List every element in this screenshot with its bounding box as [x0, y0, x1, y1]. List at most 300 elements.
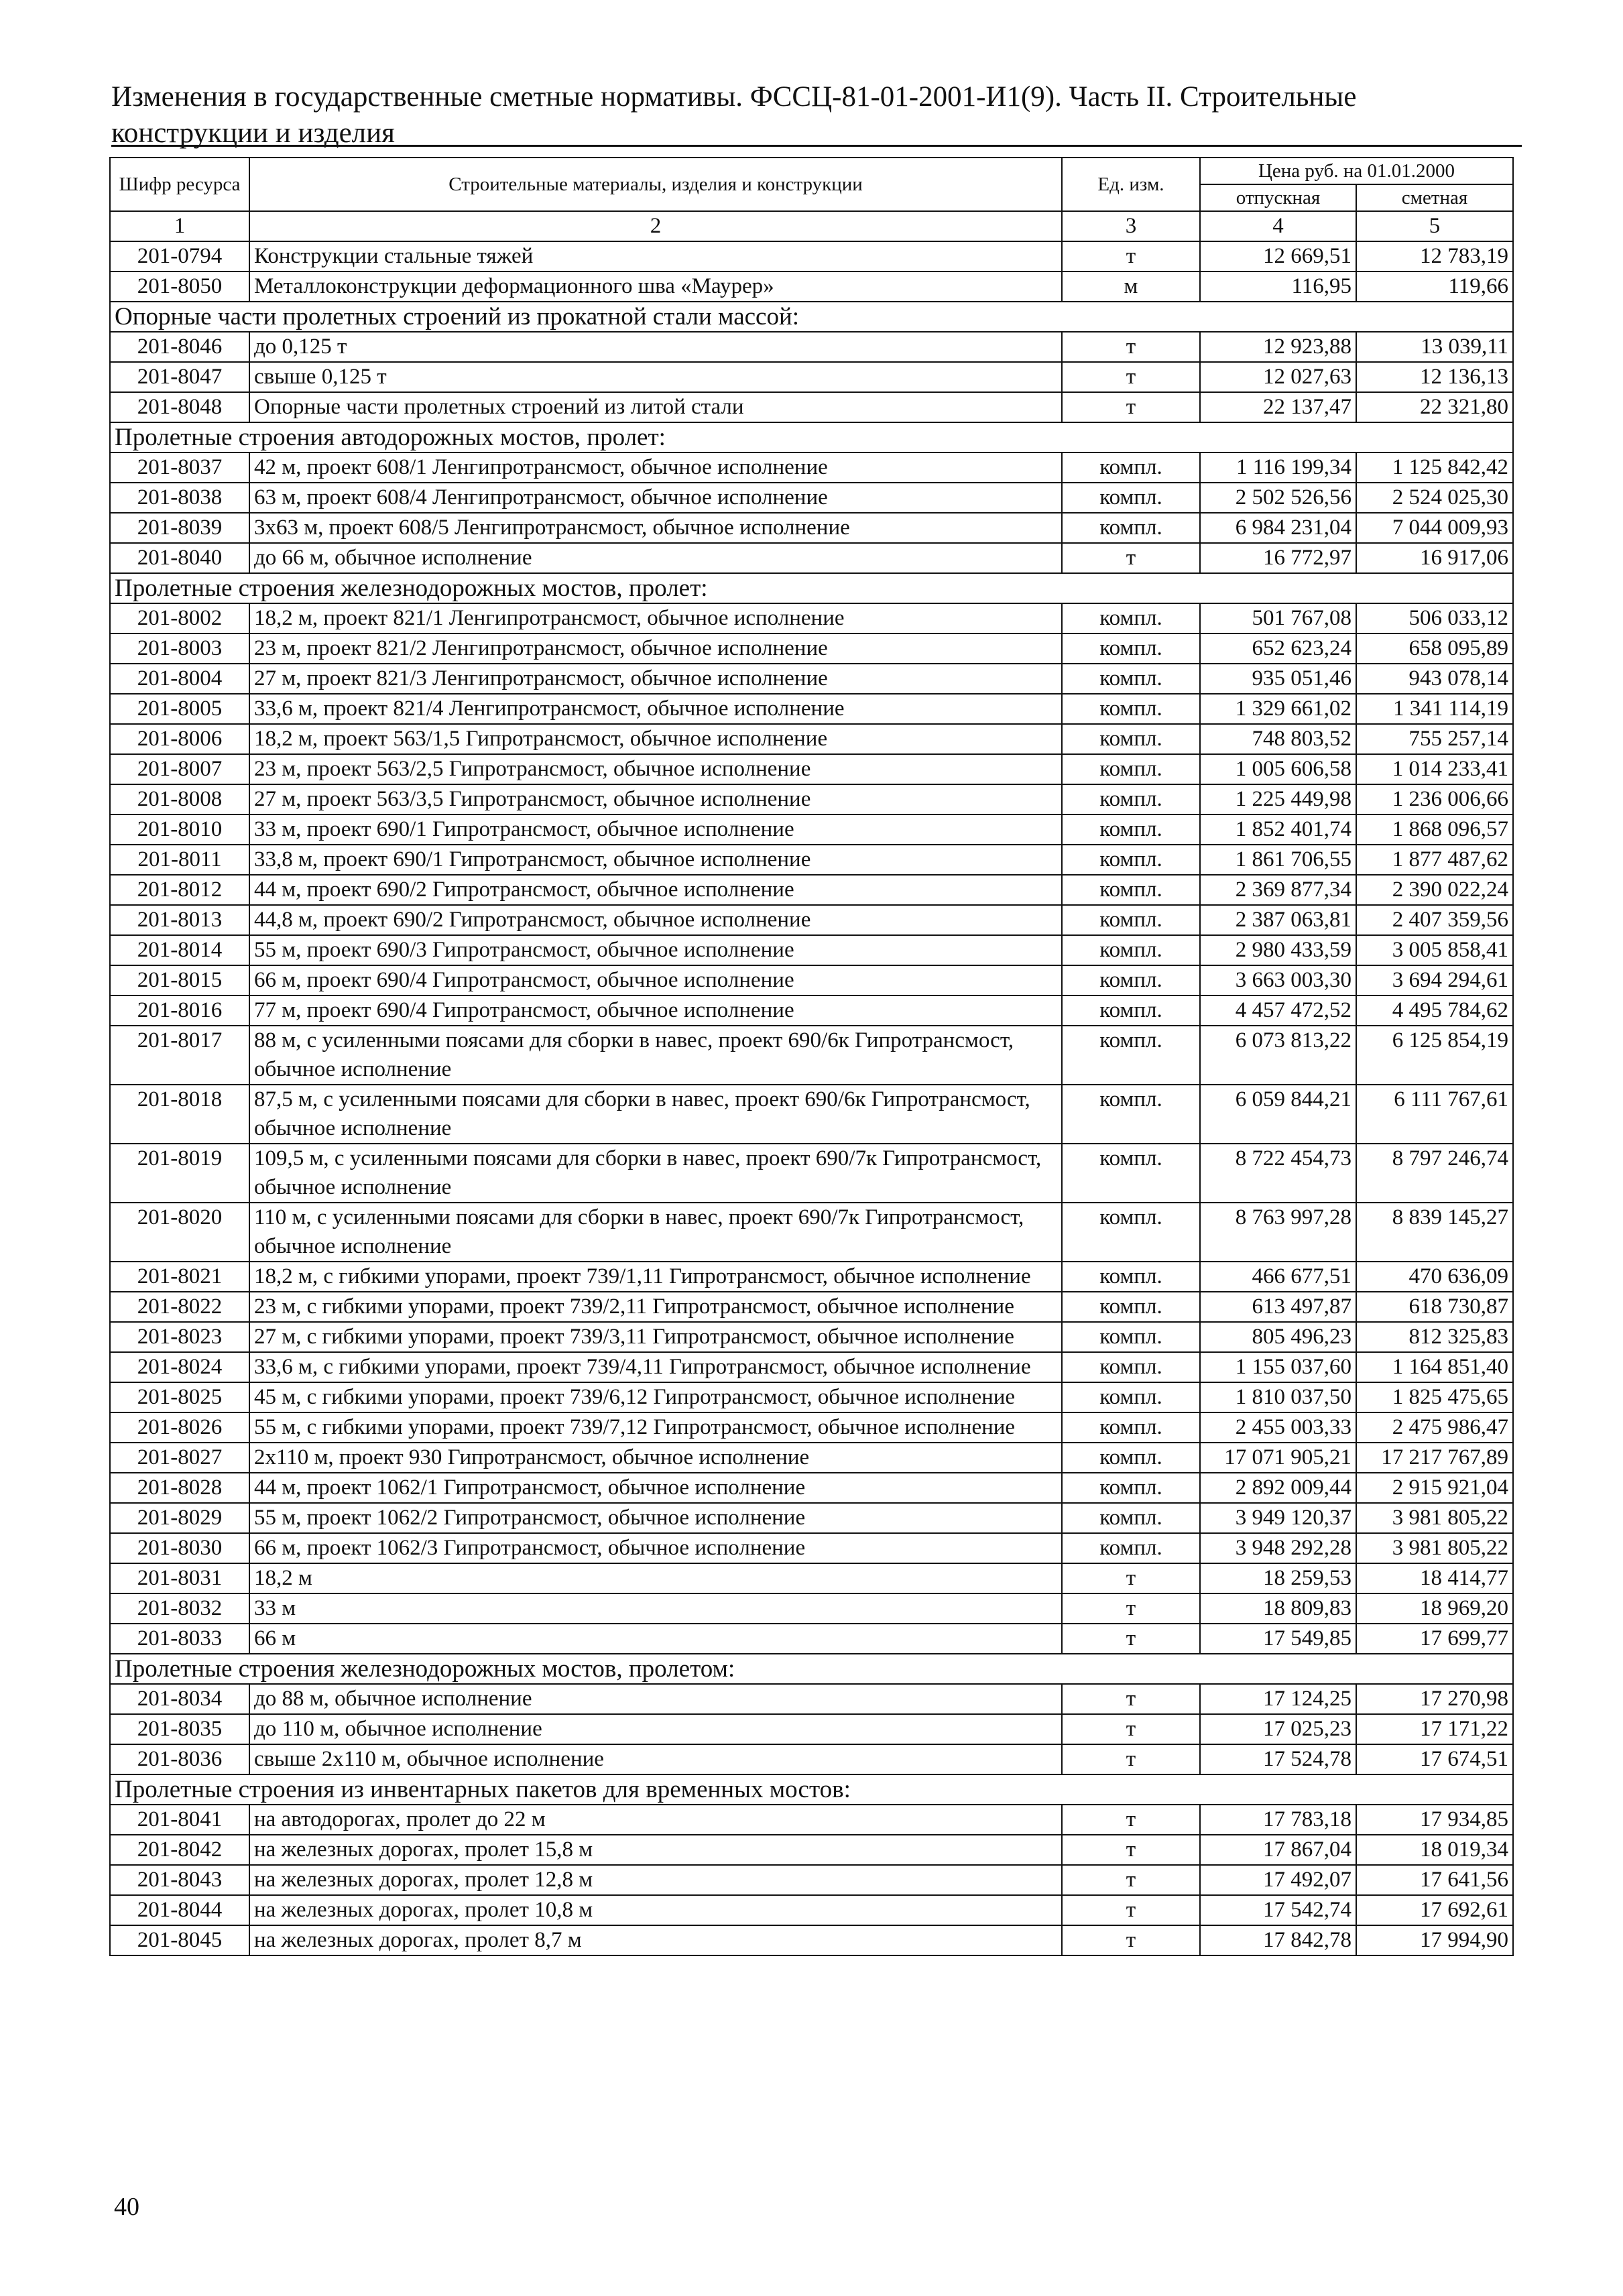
unit-of-measure: т	[1062, 1714, 1200, 1744]
unit-of-measure: компл.	[1062, 513, 1200, 543]
resource-code: 201-8039	[110, 513, 249, 543]
item-name: 33,6 м, проект 821/4 Ленгипротрансмост, обычное исполнение	[249, 694, 1062, 724]
item-name: 27 м, с гибкими упорами, проект 739/3,11 Гипротрансмост, обычное исполнение	[249, 1322, 1062, 1352]
resource-code: 201-8013	[110, 905, 249, 935]
price-estimate: 16 917,06	[1356, 543, 1513, 573]
table-row	[110, 1473, 1513, 1503]
price-release: 3 663 003,30	[1200, 965, 1356, 995]
item-name: 23 м, проект 821/2 Ленгипротрансмост, обычное исполнение	[249, 633, 1062, 664]
section-heading: Пролетные строения из инвентарных пакетов для временных мостов:	[110, 1774, 1513, 1805]
price-release: 17 542,74	[1200, 1895, 1356, 1925]
resource-code: 201-8035	[110, 1714, 249, 1744]
table-row	[110, 875, 1513, 905]
price-release: 12 669,51	[1200, 241, 1356, 271]
price-estimate: 1 236 006,66	[1356, 784, 1513, 814]
header-code: Шифр ресурса	[110, 158, 249, 211]
header-price-group: Цена руб. на 01.01.2000	[1200, 158, 1513, 184]
table-row	[110, 754, 1513, 784]
table-row	[110, 814, 1513, 845]
unit-of-measure: компл.	[1062, 452, 1200, 483]
resource-code: 201-8017	[110, 1026, 249, 1085]
resource-code: 201-8042	[110, 1835, 249, 1865]
page-header-title: Изменения в государственные сметные нормативы. ФССЦ-81-01-2001-И1(9). Часть II. Строительные конструкции и изделия	[111, 81, 1357, 149]
unit-of-measure: т	[1062, 543, 1200, 573]
unit-of-measure: компл.	[1062, 935, 1200, 965]
unit-of-measure: т	[1062, 1805, 1200, 1835]
item-name: 27 м, проект 821/3 Ленгипротрансмост, обычное исполнение	[249, 664, 1062, 694]
unit-of-measure: компл.	[1062, 633, 1200, 664]
price-release: 2 369 877,34	[1200, 875, 1356, 905]
item-name: Конструкции стальные тяжей	[249, 241, 1062, 271]
item-name: 18,2 м, с гибкими упорами, проект 739/1,11 Гипротрансмост, обычное исполнение	[249, 1262, 1062, 1292]
price-estimate: 470 636,09	[1356, 1262, 1513, 1292]
table-body	[110, 241, 1513, 1955]
resource-code: 201-8037	[110, 452, 249, 483]
unit-of-measure: т	[1062, 1925, 1200, 1955]
unit-of-measure: компл.	[1062, 724, 1200, 754]
price-release: 18 809,83	[1200, 1593, 1356, 1624]
unit-of-measure: т	[1062, 1684, 1200, 1714]
unit-of-measure: т	[1062, 1593, 1200, 1624]
unit-of-measure: компл.	[1062, 875, 1200, 905]
table-row	[110, 1805, 1513, 1835]
resource-code: 201-0794	[110, 241, 249, 271]
header-rule	[111, 145, 1522, 147]
table-row	[110, 1382, 1513, 1412]
unit-of-measure: компл.	[1062, 1144, 1200, 1203]
unit-of-measure: т	[1062, 1563, 1200, 1593]
column-number: 4	[1200, 211, 1356, 241]
section-heading-row	[110, 422, 1513, 452]
column-number: 1	[110, 211, 249, 241]
item-name: на железных дорогах, пролет 10,8 м	[249, 1895, 1062, 1925]
unit-of-measure: компл.	[1062, 483, 1200, 513]
table-row	[110, 905, 1513, 935]
price-estimate: 943 078,14	[1356, 664, 1513, 694]
price-release: 2 455 003,33	[1200, 1412, 1356, 1443]
table-row	[110, 1322, 1513, 1352]
price-release: 8 763 997,28	[1200, 1203, 1356, 1262]
price-release: 1 861 706,55	[1200, 845, 1356, 875]
price-release: 3 949 120,37	[1200, 1503, 1356, 1533]
table-row	[110, 1144, 1513, 1203]
table-row	[110, 1292, 1513, 1322]
page-number: 40	[114, 2193, 139, 2221]
price-release: 2 892 009,44	[1200, 1473, 1356, 1503]
item-name: 66 м, проект 690/4 Гипротрансмост, обычное исполнение	[249, 965, 1062, 995]
price-estimate: 17 171,22	[1356, 1714, 1513, 1744]
table-row	[110, 362, 1513, 392]
unit-of-measure: компл.	[1062, 664, 1200, 694]
price-estimate: 812 325,83	[1356, 1322, 1513, 1352]
item-name: 44 м, проект 690/2 Гипротрансмост, обычное исполнение	[249, 875, 1062, 905]
price-estimate: 2 524 025,30	[1356, 483, 1513, 513]
price-release: 2 387 063,81	[1200, 905, 1356, 935]
unit-of-measure: компл.	[1062, 754, 1200, 784]
resource-code: 201-8046	[110, 332, 249, 362]
price-estimate: 17 699,77	[1356, 1624, 1513, 1654]
item-name: 87,5 м, с усиленными поясами для сборки в навес, проект 690/6к Гипротрансмост, обычное исполнение	[249, 1085, 1062, 1144]
price-release: 613 497,87	[1200, 1292, 1356, 1322]
price-release: 17 071 905,21	[1200, 1443, 1356, 1473]
unit-of-measure: компл.	[1062, 1533, 1200, 1563]
unit-of-measure: компл.	[1062, 784, 1200, 814]
price-estimate: 3 694 294,61	[1356, 965, 1513, 995]
price-estimate: 1 868 096,57	[1356, 814, 1513, 845]
item-name: на железных дорогах, пролет 8,7 м	[249, 1925, 1062, 1955]
price-estimate: 3 005 858,41	[1356, 935, 1513, 965]
resource-code: 201-8043	[110, 1865, 249, 1895]
section-heading: Пролетные строения железнодорожных мостов, пролетом:	[110, 1654, 1513, 1684]
table-row	[110, 935, 1513, 965]
unit-of-measure: компл.	[1062, 694, 1200, 724]
resource-code: 201-8027	[110, 1443, 249, 1473]
item-name: 18,2 м, проект 563/1,5 Гипротрансмост, обычное исполнение	[249, 724, 1062, 754]
section-heading: Пролетные строения железнодорожных мостов, пролет:	[110, 573, 1513, 603]
unit-of-measure: т	[1062, 362, 1200, 392]
resource-code: 201-8010	[110, 814, 249, 845]
price-estimate: 17 641,56	[1356, 1865, 1513, 1895]
resource-code: 201-8002	[110, 603, 249, 633]
price-estimate: 2 407 359,56	[1356, 905, 1513, 935]
price-estimate: 1 164 851,40	[1356, 1352, 1513, 1382]
resource-code: 201-8050	[110, 271, 249, 302]
resource-code: 201-8047	[110, 362, 249, 392]
item-name: 55 м, с гибкими упорами, проект 739/7,12 Гипротрансмост, обычное исполнение	[249, 1412, 1062, 1443]
column-number: 5	[1356, 211, 1513, 241]
price-estimate: 6 111 767,61	[1356, 1085, 1513, 1144]
unit-of-measure: компл.	[1062, 1443, 1200, 1473]
resource-code: 201-8044	[110, 1895, 249, 1925]
price-estimate: 8 839 145,27	[1356, 1203, 1513, 1262]
resource-code: 201-8018	[110, 1085, 249, 1144]
unit-of-measure: т	[1062, 1865, 1200, 1895]
unit-of-measure: компл.	[1062, 1473, 1200, 1503]
unit-of-measure: компл.	[1062, 1503, 1200, 1533]
unit-of-measure: компл.	[1062, 965, 1200, 995]
table-row	[110, 633, 1513, 664]
table-row	[110, 1895, 1513, 1925]
item-name: 44 м, проект 1062/1 Гипротрансмост, обычное исполнение	[249, 1473, 1062, 1503]
price-release: 17 549,85	[1200, 1624, 1356, 1654]
item-name: 33,8 м, проект 690/1 Гипротрансмост, обычное исполнение	[249, 845, 1062, 875]
price-estimate: 18 969,20	[1356, 1593, 1513, 1624]
price-release: 17 524,78	[1200, 1744, 1356, 1774]
resource-code: 201-8040	[110, 543, 249, 573]
price-release: 17 783,18	[1200, 1805, 1356, 1835]
price-release: 466 677,51	[1200, 1262, 1356, 1292]
unit-of-measure: компл.	[1062, 1203, 1200, 1262]
unit-of-measure: компл.	[1062, 1262, 1200, 1292]
price-estimate: 17 692,61	[1356, 1895, 1513, 1925]
price-estimate: 17 994,90	[1356, 1925, 1513, 1955]
item-name: на железных дорогах, пролет 12,8 м	[249, 1865, 1062, 1895]
unit-of-measure: т	[1062, 1895, 1200, 1925]
table-row	[110, 1684, 1513, 1714]
table-row	[110, 1865, 1513, 1895]
table-row	[110, 1563, 1513, 1593]
price-estimate: 3 981 805,22	[1356, 1533, 1513, 1563]
price-release: 1 329 661,02	[1200, 694, 1356, 724]
resource-code: 201-8045	[110, 1925, 249, 1955]
unit-of-measure: компл.	[1062, 995, 1200, 1026]
item-name: 66 м	[249, 1624, 1062, 1654]
price-release: 17 867,04	[1200, 1835, 1356, 1865]
price-estimate: 13 039,11	[1356, 332, 1513, 362]
price-estimate: 2 390 022,24	[1356, 875, 1513, 905]
item-name: Опорные части пролетных строений из литой стали	[249, 392, 1062, 422]
resource-code: 201-8041	[110, 1805, 249, 1835]
resource-code: 201-8025	[110, 1382, 249, 1412]
resource-code: 201-8032	[110, 1593, 249, 1624]
table-row	[110, 664, 1513, 694]
price-estimate: 2 475 986,47	[1356, 1412, 1513, 1443]
unit-of-measure: т	[1062, 332, 1200, 362]
resource-code: 201-8034	[110, 1684, 249, 1714]
table-row	[110, 1503, 1513, 1533]
item-name: 55 м, проект 1062/2 Гипротрансмост, обычное исполнение	[249, 1503, 1062, 1533]
resource-code: 201-8012	[110, 875, 249, 905]
resource-code: 201-8036	[110, 1744, 249, 1774]
item-name: 33,6 м, с гибкими упорами, проект 739/4,11 Гипротрансмост, обычное исполнение	[249, 1352, 1062, 1382]
item-name: 33 м	[249, 1593, 1062, 1624]
item-name: 3х63 м, проект 608/5 Ленгипротрансмост, обычное исполнение	[249, 513, 1062, 543]
table-row	[110, 784, 1513, 814]
unit-of-measure: м	[1062, 271, 1200, 302]
resource-code: 201-8006	[110, 724, 249, 754]
resource-code: 201-8004	[110, 664, 249, 694]
item-name: 63 м, проект 608/4 Ленгипротрансмост, обычное исполнение	[249, 483, 1062, 513]
price-estimate: 6 125 854,19	[1356, 1026, 1513, 1085]
price-release: 1 852 401,74	[1200, 814, 1356, 845]
table-row	[110, 1835, 1513, 1865]
item-name: 77 м, проект 690/4 Гипротрансмост, обычное исполнение	[249, 995, 1062, 1026]
price-release: 22 137,47	[1200, 392, 1356, 422]
item-name: до 66 м, обычное исполнение	[249, 543, 1062, 573]
table-row	[110, 1714, 1513, 1744]
price-estimate: 8 797 246,74	[1356, 1144, 1513, 1203]
resource-code: 201-8021	[110, 1262, 249, 1292]
item-name: 33 м, проект 690/1 Гипротрансмост, обычное исполнение	[249, 814, 1062, 845]
resource-code: 201-8019	[110, 1144, 249, 1203]
item-name: 88 м, с усиленными поясами для сборки в навес, проект 690/6к Гипротрансмост, обычное исполнение	[249, 1026, 1062, 1085]
price-release: 748 803,52	[1200, 724, 1356, 754]
table-row	[110, 513, 1513, 543]
header-name: Строительные материалы, изделия и конструкции	[249, 158, 1062, 211]
price-estimate: 18 019,34	[1356, 1835, 1513, 1865]
unit-of-measure: компл.	[1062, 905, 1200, 935]
price-estimate: 18 414,77	[1356, 1563, 1513, 1593]
table-row	[110, 1744, 1513, 1774]
resource-code: 201-8011	[110, 845, 249, 875]
price-estimate: 755 257,14	[1356, 724, 1513, 754]
price-estimate: 22 321,80	[1356, 392, 1513, 422]
table-row	[110, 543, 1513, 573]
unit-of-measure: компл.	[1062, 1382, 1200, 1412]
item-name: на железных дорогах, пролет 15,8 м	[249, 1835, 1062, 1865]
price-release: 17 124,25	[1200, 1684, 1356, 1714]
column-number: 2	[249, 211, 1062, 241]
resource-code: 201-8007	[110, 754, 249, 784]
unit-of-measure: т	[1062, 241, 1200, 271]
item-name: 18,2 м	[249, 1563, 1062, 1593]
price-estimate: 7 044 009,93	[1356, 513, 1513, 543]
item-name: 23 м, проект 563/2,5 Гипротрансмост, обычное исполнение	[249, 754, 1062, 784]
table-row	[110, 1925, 1513, 1955]
price-release: 16 772,97	[1200, 543, 1356, 573]
table-row	[110, 724, 1513, 754]
unit-of-measure: т	[1062, 1835, 1200, 1865]
price-estimate: 17 217 767,89	[1356, 1443, 1513, 1473]
price-release: 17 025,23	[1200, 1714, 1356, 1744]
table-row	[110, 1624, 1513, 1654]
item-name: 27 м, проект 563/3,5 Гипротрансмост, обычное исполнение	[249, 784, 1062, 814]
section-heading-row	[110, 1654, 1513, 1684]
table-row	[110, 965, 1513, 995]
table-row	[110, 995, 1513, 1026]
table-row	[110, 1262, 1513, 1292]
price-estimate: 17 674,51	[1356, 1744, 1513, 1774]
price-estimate: 12 783,19	[1356, 241, 1513, 271]
table-row	[110, 1593, 1513, 1624]
price-release: 2 980 433,59	[1200, 935, 1356, 965]
resource-code: 201-8015	[110, 965, 249, 995]
unit-of-measure: компл.	[1062, 1026, 1200, 1085]
price-estimate: 1 825 475,65	[1356, 1382, 1513, 1412]
price-release: 18 259,53	[1200, 1563, 1356, 1593]
header-price-release: отпускная	[1200, 184, 1356, 211]
header-unit: Ед. изм.	[1062, 158, 1200, 211]
item-name: Металлоконструкции деформационного шва «Маурер»	[249, 271, 1062, 302]
resource-code: 201-8029	[110, 1503, 249, 1533]
item-name: 42 м, проект 608/1 Ленгипротрансмост, обычное исполнение	[249, 452, 1062, 483]
table-row	[110, 241, 1513, 271]
resource-code: 201-8016	[110, 995, 249, 1026]
unit-of-measure: т	[1062, 392, 1200, 422]
price-estimate: 3 981 805,22	[1356, 1503, 1513, 1533]
item-name: до 110 м, обычное исполнение	[249, 1714, 1062, 1744]
resource-code: 201-8022	[110, 1292, 249, 1322]
price-release: 1 005 606,58	[1200, 754, 1356, 784]
resource-code: 201-8008	[110, 784, 249, 814]
price-release: 1 155 037,60	[1200, 1352, 1356, 1382]
table-row	[110, 483, 1513, 513]
section-heading: Пролетные строения автодорожных мостов, пролет:	[110, 422, 1513, 452]
table-row	[110, 271, 1513, 302]
price-estimate: 4 495 784,62	[1356, 995, 1513, 1026]
item-name: до 0,125 т	[249, 332, 1062, 362]
unit-of-measure: компл.	[1062, 1352, 1200, 1382]
item-name: 2х110 м, проект 930 Гипротрансмост, обычное исполнение	[249, 1443, 1062, 1473]
price-release: 935 051,46	[1200, 664, 1356, 694]
unit-of-measure: компл.	[1062, 603, 1200, 633]
price-estimate: 17 270,98	[1356, 1684, 1513, 1714]
price-release: 116,95	[1200, 271, 1356, 302]
resource-code: 201-8028	[110, 1473, 249, 1503]
table-row	[110, 392, 1513, 422]
table-row	[110, 1352, 1513, 1382]
price-release: 6 073 813,22	[1200, 1026, 1356, 1085]
price-release: 4 457 472,52	[1200, 995, 1356, 1026]
resource-code: 201-8024	[110, 1352, 249, 1382]
column-number: 3	[1062, 211, 1200, 241]
resource-code: 201-8014	[110, 935, 249, 965]
unit-of-measure: компл.	[1062, 1085, 1200, 1144]
resource-code: 201-8048	[110, 392, 249, 422]
price-release: 1 225 449,98	[1200, 784, 1356, 814]
price-release: 6 059 844,21	[1200, 1085, 1356, 1144]
price-release: 1 116 199,34	[1200, 452, 1356, 483]
price-estimate: 17 934,85	[1356, 1805, 1513, 1835]
section-heading: Опорные части пролетных строений из прокатной стали массой:	[110, 302, 1513, 332]
table-row	[110, 332, 1513, 362]
price-estimate: 1 877 487,62	[1356, 845, 1513, 875]
unit-of-measure: т	[1062, 1624, 1200, 1654]
price-estimate: 618 730,87	[1356, 1292, 1513, 1322]
price-release: 17 842,78	[1200, 1925, 1356, 1955]
price-table	[109, 157, 1514, 1956]
item-name: 66 м, проект 1062/3 Гипротрансмост, обычное исполнение	[249, 1533, 1062, 1563]
price-release: 805 496,23	[1200, 1322, 1356, 1352]
table-row	[110, 1203, 1513, 1262]
price-estimate: 506 033,12	[1356, 603, 1513, 633]
resource-code: 201-8030	[110, 1533, 249, 1563]
item-name: 23 м, с гибкими упорами, проект 739/2,11 Гипротрансмост, обычное исполнение	[249, 1292, 1062, 1322]
item-name: свыше 2х110 м, обычное исполнение	[249, 1744, 1062, 1774]
price-release: 8 722 454,73	[1200, 1144, 1356, 1203]
price-estimate: 1 014 233,41	[1356, 754, 1513, 784]
item-name: на автодорогах, пролет до 22 м	[249, 1805, 1062, 1835]
price-release: 501 767,08	[1200, 603, 1356, 633]
unit-of-measure: компл.	[1062, 1322, 1200, 1352]
table-row	[110, 452, 1513, 483]
item-name: до 88 м, обычное исполнение	[249, 1684, 1062, 1714]
price-estimate: 658 095,89	[1356, 633, 1513, 664]
table-row	[110, 1026, 1513, 1085]
item-name: 109,5 м, с усиленными поясами для сборки в навес, проект 690/7к Гипротрансмост, обычное исполнение	[249, 1144, 1062, 1203]
table-row	[110, 1533, 1513, 1563]
resource-code: 201-8031	[110, 1563, 249, 1593]
item-name: 110 м, с усиленными поясами для сборки в навес, проект 690/7к Гипротрансмост, обычное исполнение	[249, 1203, 1062, 1262]
resource-code: 201-8026	[110, 1412, 249, 1443]
price-release: 17 492,07	[1200, 1865, 1356, 1895]
section-heading-row	[110, 302, 1513, 332]
item-name: 55 м, проект 690/3 Гипротрансмост, обычное исполнение	[249, 935, 1062, 965]
price-estimate: 1 125 842,42	[1356, 452, 1513, 483]
table-row	[110, 603, 1513, 633]
section-heading-row	[110, 1774, 1513, 1805]
table-row	[110, 1443, 1513, 1473]
price-estimate: 1 341 114,19	[1356, 694, 1513, 724]
price-release: 2 502 526,56	[1200, 483, 1356, 513]
resource-code: 201-8005	[110, 694, 249, 724]
price-release: 3 948 292,28	[1200, 1533, 1356, 1563]
unit-of-measure: компл.	[1062, 814, 1200, 845]
unit-of-measure: компл.	[1062, 845, 1200, 875]
section-heading-row	[110, 573, 1513, 603]
item-name: 44,8 м, проект 690/2 Гипротрансмост, обычное исполнение	[249, 905, 1062, 935]
unit-of-measure: компл.	[1062, 1292, 1200, 1322]
resource-code: 201-8033	[110, 1624, 249, 1654]
item-name: 45 м, с гибкими упорами, проект 739/6,12 Гипротрансмост, обычное исполнение	[249, 1382, 1062, 1412]
resource-code: 201-8020	[110, 1203, 249, 1262]
item-name: 18,2 м, проект 821/1 Ленгипротрансмост, обычное исполнение	[249, 603, 1062, 633]
price-release: 12 923,88	[1200, 332, 1356, 362]
price-estimate: 12 136,13	[1356, 362, 1513, 392]
resource-code: 201-8038	[110, 483, 249, 513]
table-row	[110, 694, 1513, 724]
item-name: свыше 0,125 т	[249, 362, 1062, 392]
